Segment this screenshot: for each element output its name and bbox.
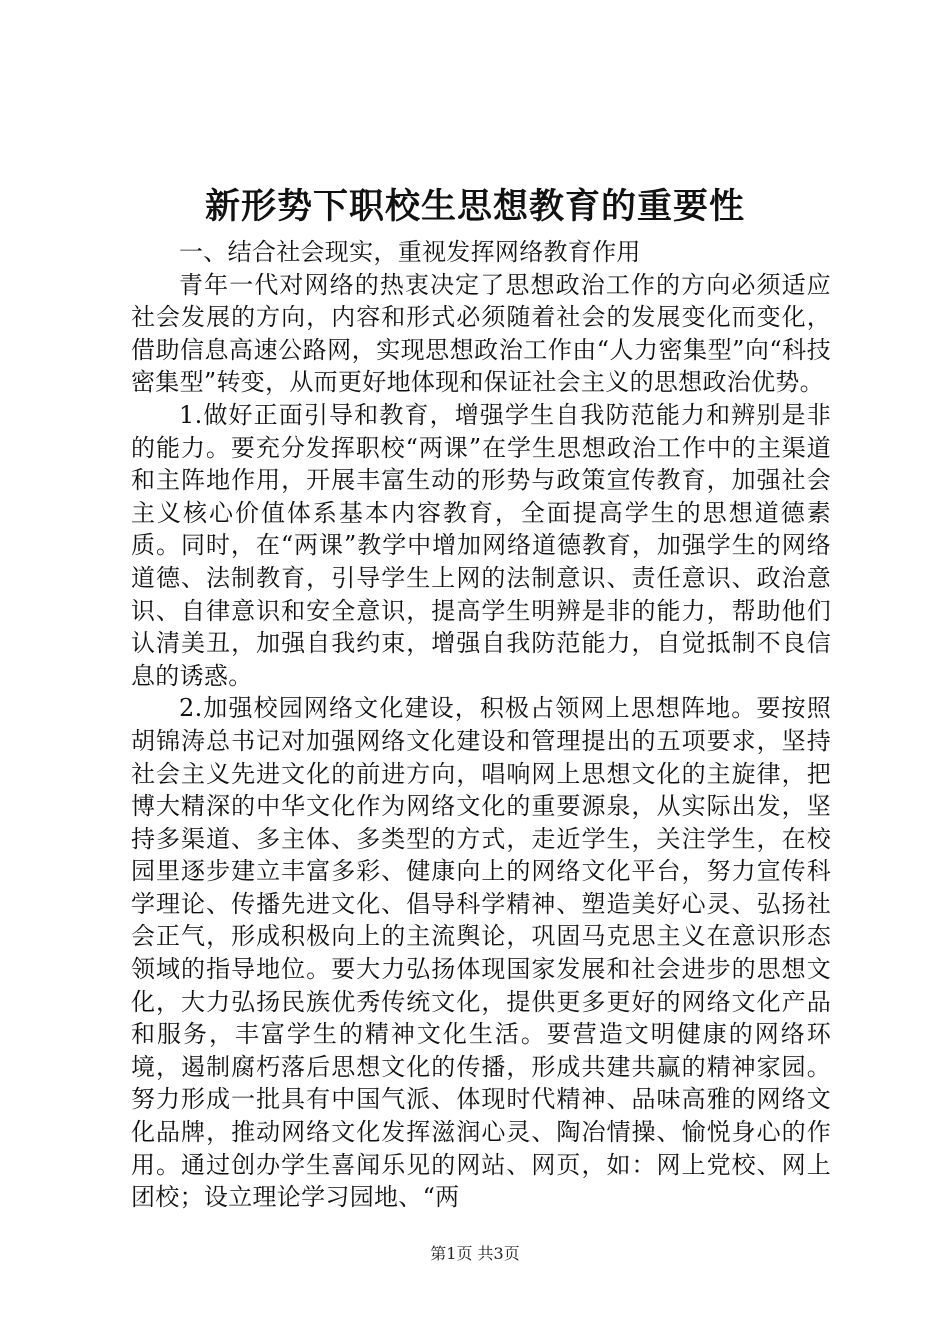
section-heading: 一、结合社会现实，重视发挥网络教育作用	[179, 238, 641, 266]
document-body	[131, 236, 831, 1214]
document-title: 新形势下职校生思想教育的重要性	[204, 186, 745, 227]
paragraph-point-2: 2.加强校园网络文化建设，积极占领网上思想阵地。要按照胡锦涛总书记对加强网络文化建设和管理提出的五项要求，坚持社会主义先进文化的前进方向，唱响网上思想文化的主旋律，把博大精深的中华文化作为网络文化的重要源泉，从实际出发，坚持多渠道、多主体、多类型的方式，走近学生，关注学生，在校园里逐步建立丰富多彩、健康向上的网络文化平台，努力宣传科学理论、传播先进文化、倡导科学精神、塑造美好心灵、弘扬社会正气，形成积极向上的主流舆论，巩固马克思主义在意识形态领域的指导地位。要大力弘扬体现国家发展和社会进步的思想文化，大力弘扬民族优秀传统文化，提供更多更好的网络文化产品和服务，丰富学生的精神文化生活。要营造文明健康的网络环境，遏制腐朽落后思想文化的传播，形成共建共赢的精神家园。努力形成一批具有中国气派、体现时代精神、品味高雅的网络文化品牌，推动网络文化发挥滋润心灵、陶冶情操、愉悦身心的作用。通过创办学生喜闻乐见的网站、网页，如：网上党校、网上团校；设立理论学习园地、“两	[131, 694, 831, 1212]
page-footer: 第1页 共3页	[430, 1244, 520, 1263]
paragraph-point-1: 1.做好正面引导和教育，增强学生自我防范能力和辨别是非的能力。要充分发挥职校“两课”在学生思想政治工作中的主渠道和主阵地作用，开展丰富生动的形势与政策宣传教育，加强社会主义核心价值体系基本内容教育，全面提高学生的思想道德素质。同时，在“两课”教学中增加网络道德教育，加强学生的网络道德、法制教育，引导学生上网的法制意识、责任意识、政治意识、自律意识和安全意识，提高学生明辨是非的能力，帮助他们认清美丑，加强自我约束，增强自我防范能力，自觉抵制不良信息的诱惑。	[131, 400, 831, 690]
paragraph-intro: 青年一代对网络的热衷决定了思想政治工作的方向必须适应社会发展的方向，内容和形式必须随着社会的发展变化而变化，借助信息高速公路网，实现思想政治工作由“人力密集型”向“科技密集型”转变，从而更好地体现和保证社会主义的思想政治优势。	[131, 270, 831, 397]
